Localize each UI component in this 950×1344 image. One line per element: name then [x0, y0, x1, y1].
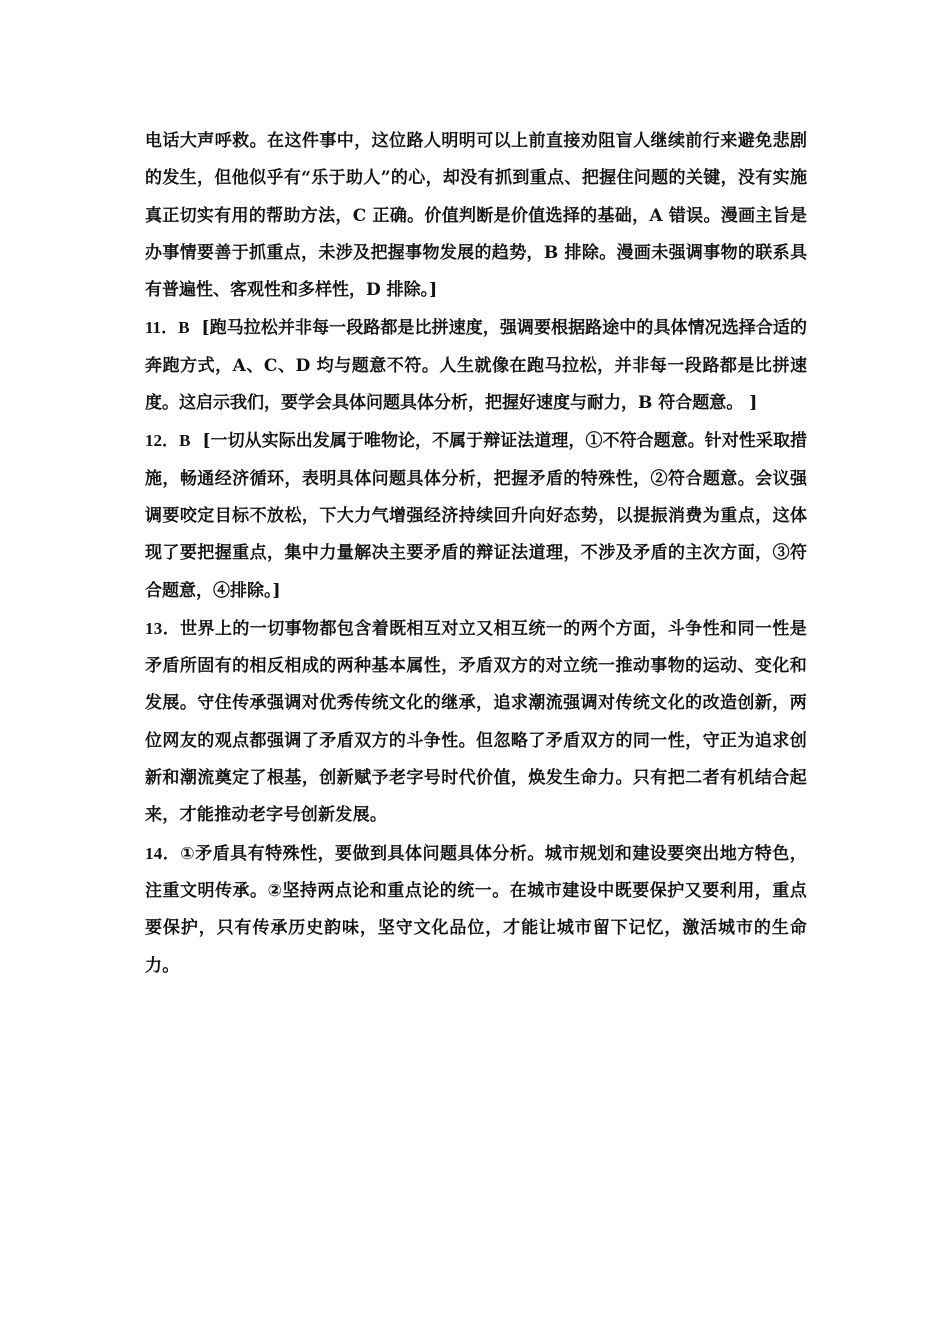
explanation-continued — [145, 123, 807, 309]
answer-explanations — [145, 123, 807, 985]
question-number: 12． — [145, 431, 180, 451]
explanation-text: ①矛盾具有特殊性，要做到具体问题具体分析。城市规划和建设要突出地方特色，注重文明传承。②坚持两点论和重点论的统一。在城市建设中既要保护又要利用，重点要保护，只有传承历史韵味，坚守文化品位，才能让城市留下记忆，激活城市的生命力。 — [145, 843, 807, 976]
explanation-item-14 — [145, 835, 807, 985]
explanation-text: 世界上的一切事物都包含着既相互对立又相互统一的两个方面，斗争性和同一性是矛盾所固有的相反相成的两种基本属性，矛盾双方的对立统一推动事物的运动、变化和发展。守住传承强调对优秀传统文化的继承，追求潮流强调对传统文化的改造创新，两位网友的观点都强调了矛盾双方的斗争性。但忽略了矛盾双方的同一性，守正为追求创新和潮流奠定了根基，创新赋予老字号时代价值，焕发生命力。只有把二者有机结合起来，才能推动老字号创新发展。 — [145, 618, 807, 826]
question-number: 11． — [145, 318, 179, 338]
explanation-text: 电话大声呼救。在这件事中，这位路人明明可以上前直接劝阻盲人继续前行来避免悲剧的发生，但他似乎有“乐于助人”的心，却没有抓到重点、把握住问题的关键，没有实施真正切实有用的帮助方法，C 正确。价值判断是价值选择的基础，A 错误。漫画主旨是办事情要善于抓重点，未涉及把握事物发展的趋势，B 排除。漫画未强调事物的联系具有普遍性、客观性和多样性，D 排除。] — [145, 131, 807, 301]
explanation-item-12 — [145, 422, 807, 609]
explanation-text: [一切从实际出发属于唯物论，不属于辩证法道理，①不符合题意。针对性采取措施，畅通经济循环，表明具体问题具体分析，把握矛盾的特殊性，②符合题意。会议强调要咬定目标不放松，下大力气增强经济持续回升向好态势，以提振消费为重点，这体现了要把握重点，集中力量解决主要矛盾的辩证法道理，不涉及矛盾的主次方面，③符合题意，④排除。] — [145, 431, 808, 601]
answer-letter: B — [179, 431, 191, 451]
answer-letter: B — [178, 318, 190, 338]
question-number: 13． — [145, 618, 181, 638]
explanation-item-11 — [145, 309, 807, 422]
explanation-item-13 — [145, 610, 807, 835]
question-number: 14． — [145, 843, 181, 863]
explanation-text: [跑马拉松并非每一段路都是比拼速度，强调要根据路途中的具体情况选择合适的奔跑方式，A、C、D 均与题意不符。人生就像在跑马拉松，并非每一段路都是比拼速度。这启示我们，要学会具体问题具体分析，把握好速度与耐力，B 符合题意。 ] — [145, 318, 807, 414]
